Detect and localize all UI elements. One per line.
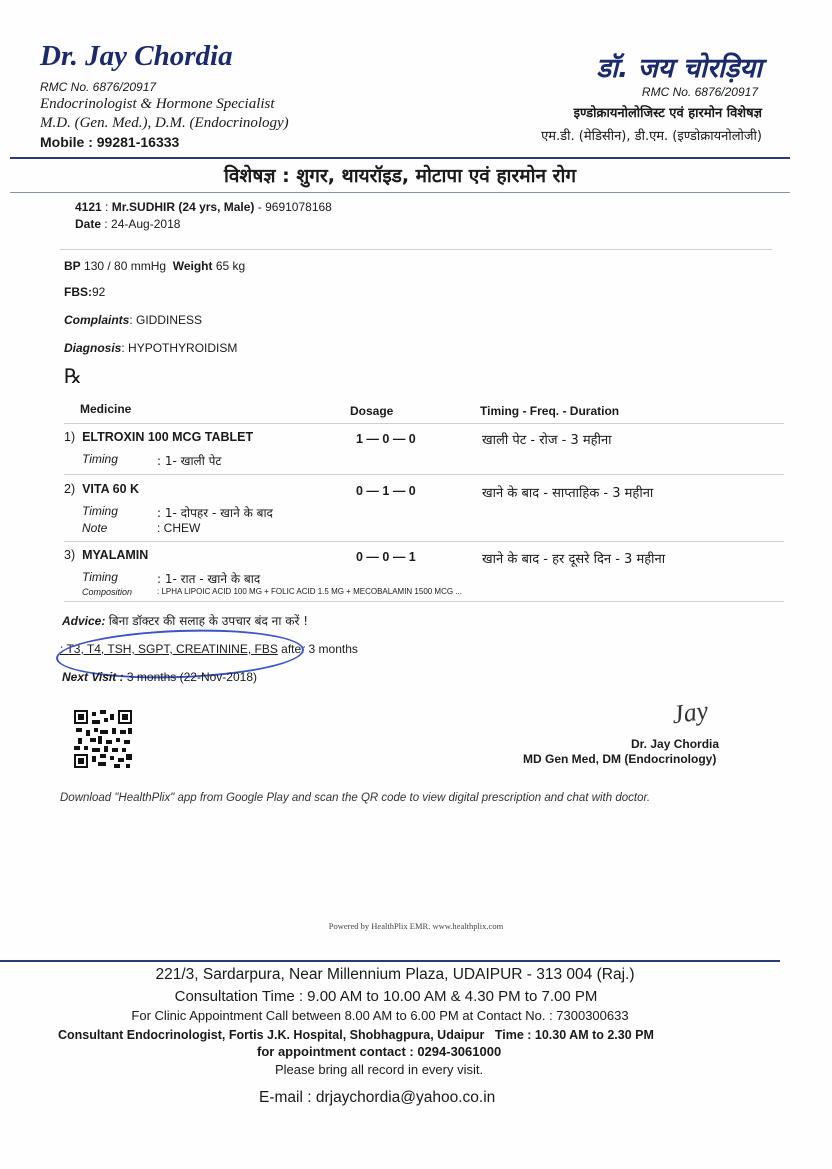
footer-address: 221/3, Sardarpura, Near Millennium Plaza, UDAIPUR - 313 004 (Raj.) <box>155 966 635 983</box>
diagnosis: Diagnosis: HYPOTHYROIDISM <box>64 341 238 355</box>
degrees-en: M.D. (Gen. Med.), D.M. (Endocrinology) <box>40 115 289 131</box>
doctor-name-hi: डॉ. जय चोरड़िया <box>596 53 762 84</box>
diagnosis-label: Diagnosis <box>64 341 122 355</box>
composition-label: Composition <box>82 587 133 597</box>
weight-value: 65 kg <box>215 259 246 273</box>
fbs-value: 92 <box>92 285 106 299</box>
visit-date: 24-Aug-2018 <box>111 217 181 231</box>
medicine-name: VITA 60 K <box>82 482 140 496</box>
medicine-freq: खाने के बाद - हर दूसरे दिन - 3 महीना <box>482 552 666 567</box>
medicine-num: 1) <box>64 430 76 444</box>
timing-value: : 1- खाली पेट <box>157 454 222 468</box>
medicine-row <box>64 548 148 562</box>
tests-suffix: after 3 months <box>281 642 358 656</box>
medicine-row <box>64 430 253 444</box>
mobile-number: Mobile : 99281-16333 <box>40 134 180 150</box>
weight-label: Weight <box>172 259 213 273</box>
medicine-freq: खाने के बाद - साप्ताहिक - 3 महीना <box>482 486 654 501</box>
patient-name: Mr.SUDHIR (24 yrs, Male) <box>111 200 255 214</box>
medicine-dosage: 0 — 1 — 0 <box>356 484 416 498</box>
rx-symbol-icon: ℞ <box>64 366 82 388</box>
note-value: : CHEW <box>157 521 201 535</box>
consultant-text: Consultant Endocrinologist, Fortis J.K. Hospital, Shobhagpura, Udaipur <box>58 1028 485 1042</box>
timing-label: Timing <box>82 570 118 584</box>
patient-id: 4121 <box>75 200 102 214</box>
patient-divider <box>60 249 772 250</box>
advice-text: बिना डॉक्टर की सलाह के उपचार बंद ना करें ! <box>108 614 309 628</box>
signature-title: MD Gen Med, DM (Endocrinology) <box>523 752 717 766</box>
specialty-banner: विशेषज्ञ : शुगर, थायरॉइड, मोटापा एवं हारमोन रोग <box>223 165 577 187</box>
consultant-time: Time : 10.30 AM to 2.30 PM <box>494 1028 654 1042</box>
complaints-label: Complaints <box>64 313 130 327</box>
patient-line: 4121 : Mr.SUDHIR (24 yrs, Male) - 9691078168 <box>75 200 332 214</box>
footer-rule <box>0 960 780 962</box>
footer-appt-contact: for appointment contact : 0294-3061000 <box>257 1044 502 1059</box>
rmc-hi: RMC No. 6876/20917 <box>641 85 758 99</box>
date-label: Date <box>75 217 102 231</box>
advice <box>62 612 308 629</box>
footer-consultant <box>58 1028 654 1042</box>
advice-label: Advice: <box>62 614 106 628</box>
download-note: Download "HealthPlix" app from Google Play and scan the QR code to view digital prescription and chat with doctor. <box>60 792 651 804</box>
degrees-hi: एम.डी. (मेडिसीन), डी.एम. (इण्डोक्रायनोलोजी) <box>541 129 762 144</box>
col-timing: Timing - Freq. - Duration <box>480 404 620 418</box>
next-visit-value: 3 months (22-Nov-2018) <box>126 670 257 684</box>
vitals-fbs <box>64 285 105 299</box>
row-divider <box>64 601 784 602</box>
diagnosis-value: HYPOTHYROIDISM <box>128 341 238 355</box>
next-visit-label: Next Visit : <box>62 670 124 684</box>
row-divider <box>64 541 784 542</box>
row-divider <box>64 474 784 475</box>
doctor-name-en: Dr. Jay Chordia <box>40 40 233 72</box>
col-medicine: Medicine <box>80 402 132 416</box>
complaints-value: GIDDINESS <box>136 313 203 327</box>
next-visit <box>62 670 257 684</box>
medicine-num: 2) <box>64 482 76 496</box>
composition-value: : LPHA LIPOIC ACID 100 MG + FOLIC ACID 1.5 MG + MECOBALAMIN 1500 MCG ... <box>157 587 462 596</box>
fbs-label: FBS: <box>64 285 92 299</box>
powered-by: Powered by HealthPlix EMR. www.healthplix.com <box>328 921 504 931</box>
bp-label: BP <box>64 259 81 273</box>
note-label: Note <box>82 521 108 535</box>
tests-list: : T3, T4, TSH, SGPT, CREATININE, FBS <box>60 642 278 656</box>
timing-value: : 1- दोपहर - खाने के बाद <box>157 506 273 520</box>
footer-bring-record: Please bring all record in every visit. <box>275 1062 484 1077</box>
footer-appointment: For Clinic Appointment Call between 8.00 AM to 6.00 PM at Contact No. : 7300300633 <box>131 1008 629 1023</box>
medicine-row <box>64 482 139 496</box>
footer-consult-time: Consultation Time : 9.00 AM to 10.00 AM & 4.30 PM to 7.00 PM <box>174 988 598 1005</box>
vitals-bp-weight <box>64 259 245 273</box>
complaints: Complaints: GIDDINESS <box>64 313 203 327</box>
medicine-name: MYALAMIN <box>82 548 149 562</box>
footer-email: E-mail : drjaychordia@yahoo.co.in <box>259 1089 496 1106</box>
header-rule-top <box>10 157 790 159</box>
table-header-divider <box>64 423 784 424</box>
timing-value: : 1- रात - खाने के बाद <box>157 572 261 586</box>
specialty-en: Endocrinologist & Hormone Specialist <box>40 96 275 112</box>
signature-scribble: Jay <box>670 695 710 730</box>
medicine-dosage: 0 — 0 — 1 <box>356 550 416 564</box>
medicine-freq: खाली पेट - रोज - 3 महीना <box>482 433 612 448</box>
patient-phone: - 9691078168 <box>257 200 332 214</box>
medicine-name: ELTROXIN 100 MCG TABLET <box>82 430 254 444</box>
medicine-dosage: 1 — 0 — 0 <box>356 432 416 446</box>
timing-label: Timing <box>82 504 118 518</box>
rmc-en: RMC No. 6876/20917 <box>40 80 157 94</box>
header-rule-bottom <box>10 192 790 193</box>
qr-code-icon <box>74 710 132 768</box>
bp-value: 130 / 80 mmHg <box>84 259 167 273</box>
signature-name: Dr. Jay Chordia <box>631 737 720 751</box>
date-line: Date : 24-Aug-2018 <box>75 217 181 231</box>
medicine-num: 3) <box>64 548 76 562</box>
specialty-hi: इण्डोक्रायनोलोजिस्ट एवं हारमोन विशेषज्ञ <box>573 106 762 121</box>
col-dosage: Dosage <box>350 404 394 418</box>
timing-label: Timing <box>82 452 118 466</box>
